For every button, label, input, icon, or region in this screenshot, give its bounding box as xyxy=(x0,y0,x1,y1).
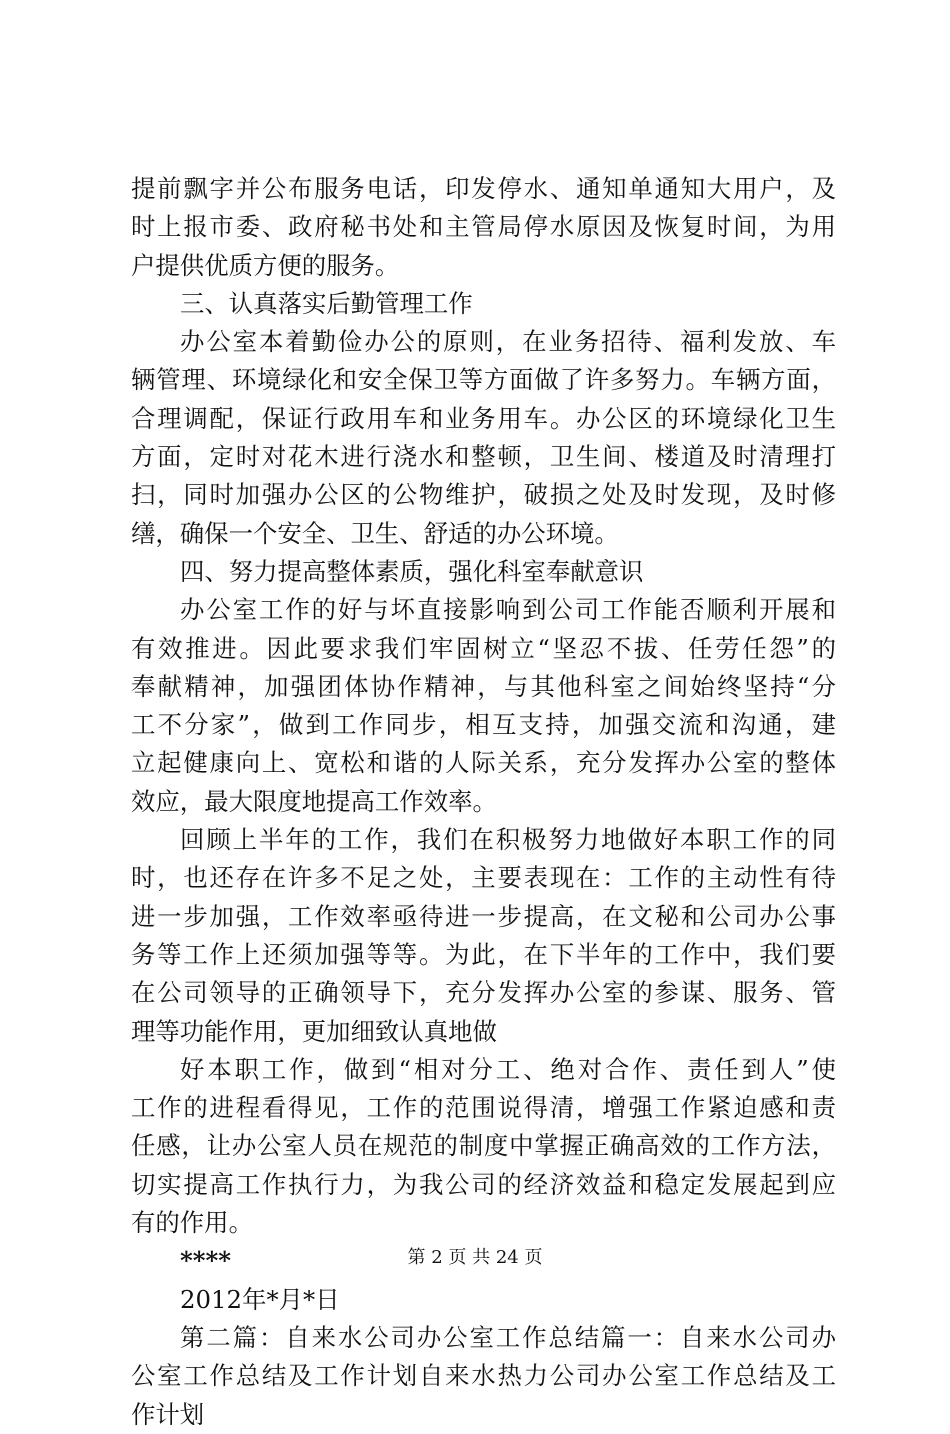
text-line: 户提供优质方便的服务。 xyxy=(131,250,400,280)
text-line: 务等工作上还须加强等等。为此，在下半年的工作中，我们要 xyxy=(131,939,836,969)
text-line: 缮，确保一个安全、卫生、舒适的办公环境。 xyxy=(131,518,619,548)
text-line: 工作的进程看得见，工作的范围说得清，增强工作紧迫感和责 xyxy=(131,1093,836,1123)
text-line: 办公室本着勤俭办公的原则，在业务招待、福利发放、车 xyxy=(180,327,836,357)
text-line: 三、认真落实后勤管理工作 xyxy=(180,288,473,318)
page-footer: 第 2 页 共 24 页 xyxy=(407,1247,543,1268)
text-line: 切实提高工作执行力，为我公司的经济效益和稳定发展起到应 xyxy=(131,1169,836,1199)
text-line: 任感，让办公室人员在规范的制度中掌握正确高效的工作方法， xyxy=(131,1131,836,1161)
text-line: 回顾上半年的工作，我们在积极努力地做好本职工作的同 xyxy=(180,825,836,855)
text-line: 合理调配，保证行政用车和业务用车。办公区的环境绿化卫生 xyxy=(131,403,836,433)
text-line: 时上报市委、政府秘书处和主管局停水原因及恢复时间，为用 xyxy=(131,212,836,242)
text-line: 办公室工作的好与坏直接影响到公司工作能否顺利开展和 xyxy=(180,595,836,625)
text-line: 四、努力提高整体素质，强化科室奉献意识 xyxy=(180,556,644,586)
text-line: 效应，最大限度地提高工作效率。 xyxy=(131,786,497,816)
text-line: 第二篇：自来水公司办公室工作总结篇一：自来水公司办 xyxy=(180,1322,836,1352)
text-line: 在公司领导的正确领导下，充分发挥办公室的参谋、服务、管 xyxy=(131,978,836,1008)
text-line: 作计划 xyxy=(131,1399,205,1429)
text-line: 扫，同时加强办公区的公物维护，破损之处及时发现，及时修 xyxy=(131,480,836,510)
signature: **** xyxy=(180,1246,232,1276)
text-line: 理等功能作用，更加细致认真地做 xyxy=(131,1016,497,1046)
text-line: 好本职工作，做到“相对分工、绝对合作、责任到人”使 xyxy=(180,1054,836,1084)
text-line: 方面，定时对花木进行浇水和整顿，卫生间、楼道及时清理打 xyxy=(131,442,836,472)
text-line: 工不分家”，做到工作同步，相互支持，加强交流和沟通，建 xyxy=(131,710,836,740)
text-line: 奉献精神，加强团体协作精神，与其他科室之间始终坚持“分 xyxy=(131,671,836,701)
text-line: 有效推进。因此要求我们牢固树立“坚忍不拔、任劳任怨”的 xyxy=(131,633,836,663)
document-date: 2012年*月*日 xyxy=(180,1284,340,1314)
text-line: 时，也还存在许多不足之处，主要表现在：工作的主动性有待 xyxy=(131,863,836,893)
text-line: 辆管理、环境绿化和安全保卫等方面做了许多努力。车辆方面， xyxy=(131,365,836,395)
text-line: 公室工作总结及工作计划自来水热力公司办公室工作总结及工 xyxy=(131,1361,836,1391)
text-line: 进一步加强，工作效率亟待进一步提高，在文秘和公司办公事 xyxy=(131,901,836,931)
text-line: 立起健康向上、宽松和谐的人际关系，充分发挥办公室的整体 xyxy=(131,748,836,778)
text-line: 有的作用。 xyxy=(131,1208,253,1238)
text-line: 提前飘字并公布服务电话，印发停水、通知单通知大用户，及 xyxy=(131,174,836,203)
